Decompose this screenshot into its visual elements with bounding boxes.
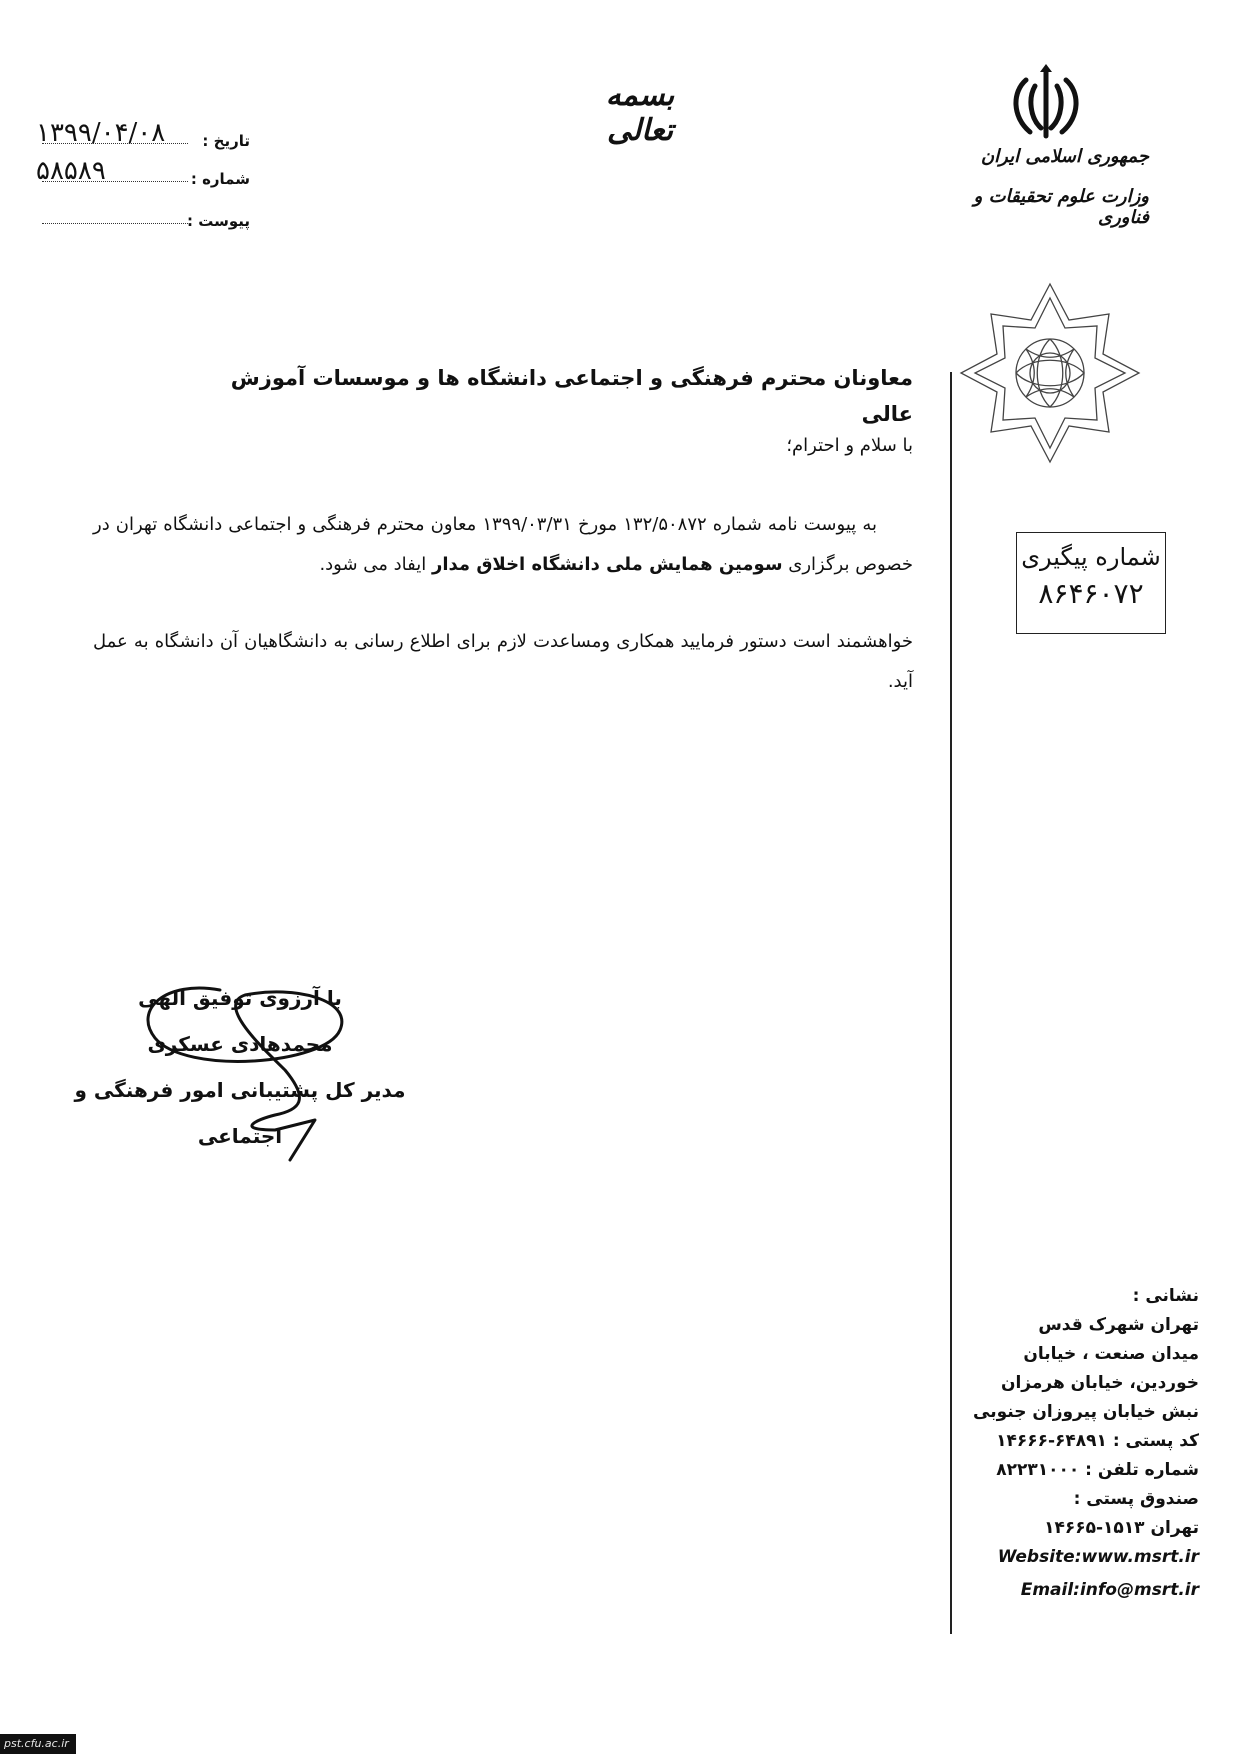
- republic-name: جمهوری اسلامی ایران: [980, 146, 1149, 167]
- address-line: تهران شهرک قدس: [1038, 1315, 1199, 1335]
- attachment-field: [30, 200, 250, 232]
- date-field: [30, 120, 250, 152]
- addressee: [113, 360, 913, 432]
- handwritten-signature: [125, 970, 385, 1170]
- iran-emblem-icon: [1008, 62, 1084, 142]
- number-label: شماره :: [190, 170, 250, 188]
- date-label: تاریخ :: [202, 132, 250, 150]
- attachment-label: پیوست :: [186, 212, 250, 230]
- address-label: نشانی :: [1132, 1286, 1199, 1306]
- source-badge: pst.cfu.ac.ir: [0, 1734, 76, 1754]
- event-title: سومین همایش ملی دانشگاه اخلاق مدار: [431, 554, 783, 575]
- paragraph-1: [93, 505, 913, 585]
- ministry-name: وزارت علوم تحقیقات و فناوری: [973, 186, 1149, 228]
- address-block: [939, 1282, 1199, 1543]
- address-line: میدان صنعت ، خیابان: [1023, 1344, 1199, 1364]
- decorative-ornament-icon: [957, 280, 1143, 466]
- website-link[interactable]: Website:www.msrt.ir: [997, 1547, 1199, 1567]
- po-box-label: صندوق پستی :: [1073, 1489, 1199, 1509]
- number-value: ۵۸۵۸۹: [36, 156, 106, 186]
- paragraph-2: خواهشمند است دستور فرمایید همکاری ومساعدت لازم برای اطلاع رسانی به دانشگاهیان آن دانشگاه به عمل آید.: [93, 631, 913, 692]
- phone-number: شماره تلفن : ۸۲۲۳۱۰۰۰: [996, 1460, 1199, 1480]
- signatory-title: مدیر کل پشتیبانی امور فرهنگی و اجتماعی: [74, 1078, 406, 1148]
- number-field: [30, 158, 250, 190]
- signatory-name: محمدهادی عسکری: [147, 1032, 333, 1056]
- tracking-box: [1016, 532, 1166, 634]
- addressee-line-2: عالی: [861, 402, 913, 426]
- addressee-line-1: معاونان محترم فرهنگی و اجتماعی دانشگاه ها و موسسات آموزش: [230, 366, 913, 390]
- tracking-label: شماره پیگیری: [1021, 543, 1161, 571]
- salutation: با سلام و احترام؛: [786, 435, 913, 456]
- bismillah-heading: بسمه تعالی: [605, 78, 675, 148]
- email-link[interactable]: Email:info@msrt.ir: [1020, 1580, 1199, 1600]
- signature-closing: با آرزوی توفیق الهی: [138, 986, 342, 1010]
- po-box-value: تهران ۱۵۱۳-۱۴۶۶۵: [1044, 1518, 1199, 1538]
- address-line: نبش خیابان پیروزان جنوبی: [973, 1402, 1199, 1422]
- postal-code: کد پستی : ۶۴۸۹۱-۱۴۶۶۶: [996, 1431, 1199, 1451]
- date-value: ۱۳۹۹/۰۴/۰۸: [36, 118, 166, 148]
- paragraph-1-end: ایفاد می شود.: [319, 554, 432, 575]
- address-line: خوردین، خیابان هرمزان: [1000, 1373, 1199, 1393]
- paragraph-1-start: به پیوست نامه شماره ۱۳۲/۵۰۸۷۲ مورخ ۱۳۹۹/۰۳/۳۱ معاون محترم فرهنگی و اجتماعی دانشگاه تهران در خصوص برگزاری: [93, 514, 913, 575]
- tracking-number: ۸۶۴۶۰۷۲: [1038, 577, 1144, 610]
